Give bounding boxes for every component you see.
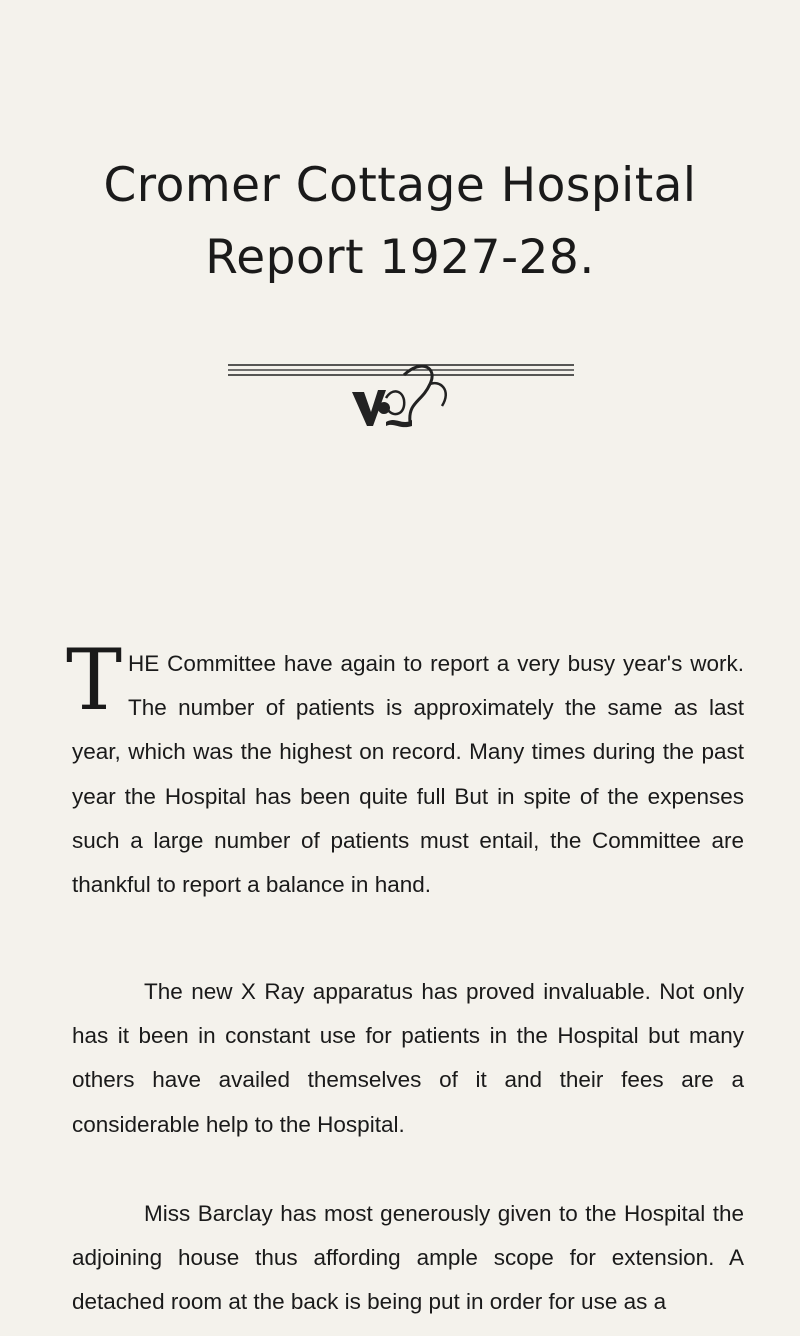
paragraph-2-text: The new X Ray apparatus has proved invaluable. Not only has it been in constant use for patients in the Hospital but many others have availed themselves of it and their fees are a considerable help to the Hospital.	[72, 979, 744, 1137]
ornament-monogram-icon	[226, 360, 576, 432]
paragraph-2	[72, 970, 744, 1147]
drop-cap: T	[66, 631, 123, 729]
page-title: Cromer Cottage Hospital	[103, 158, 697, 213]
report-subtitle: Report 1927-28.	[205, 230, 595, 285]
paragraph-3	[72, 1192, 744, 1325]
paragraph-1	[66, 631, 744, 907]
paragraph-1-text: HE Committee have again to report a very busy year's work. The number of patients is approximately the same as last year, which was the highest on record. Many times during the past year the Hospital has been quite full But in spite of the expenses such a large number of patients must entail, the Committee are thankful to report a balance in hand.	[72, 651, 744, 898]
paragraph-3-text: Miss Barclay has most generously given to the Hospital the adjoining house thus affording ample scope for extension. A detached room at the back is being put in order for use as a	[72, 1201, 744, 1315]
